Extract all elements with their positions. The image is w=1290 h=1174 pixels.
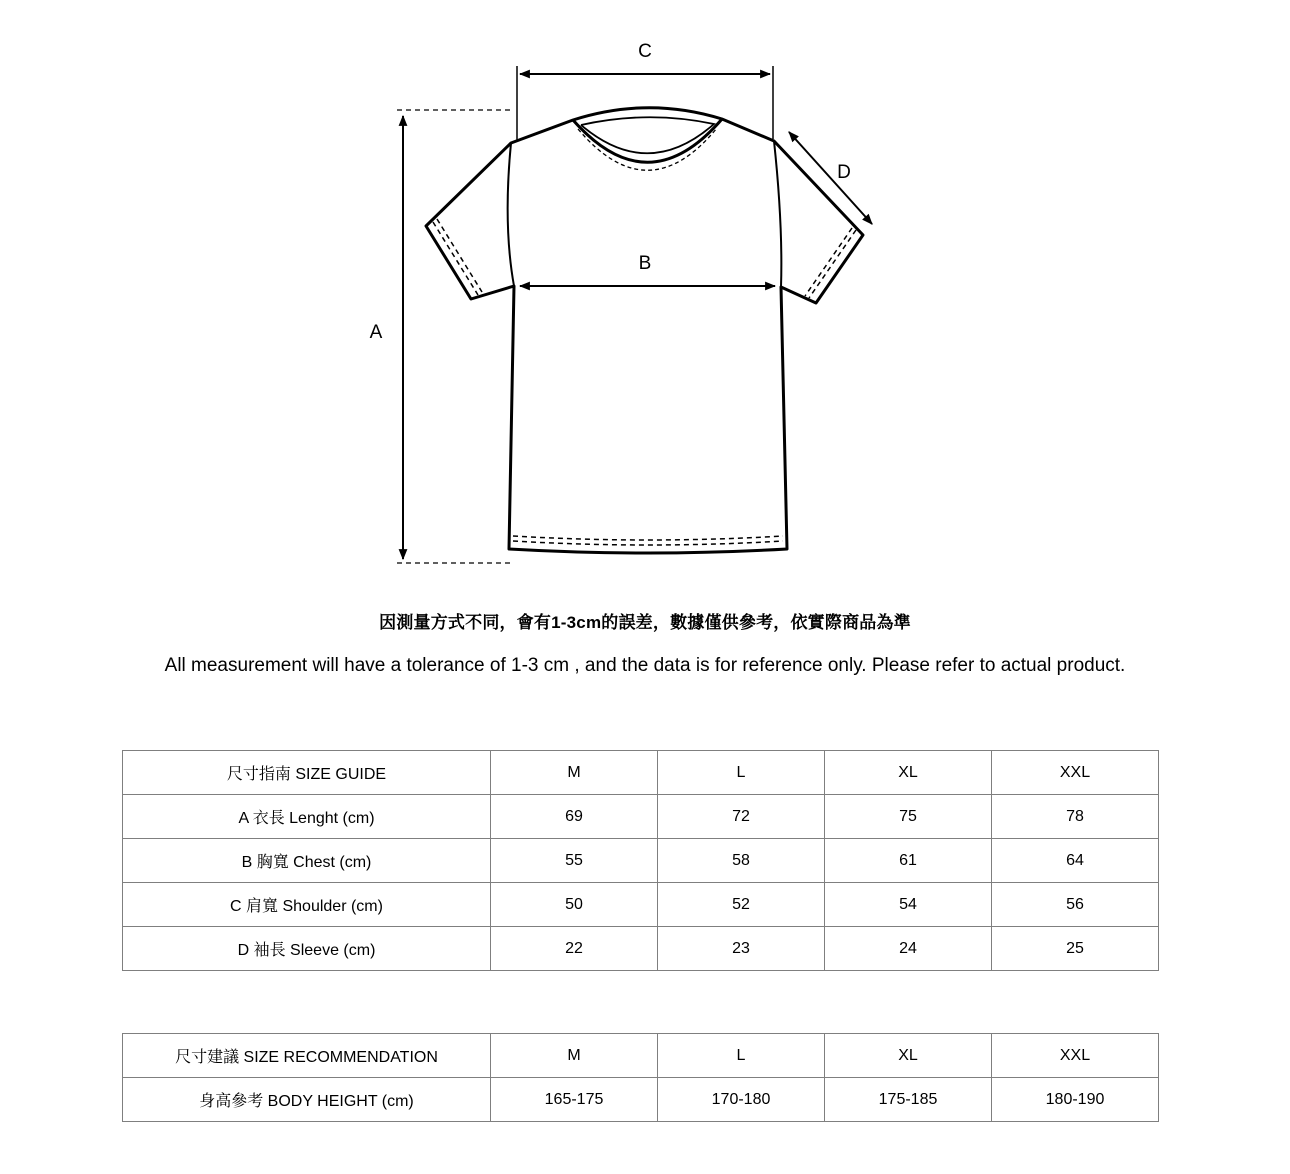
measure-label-a: A [369,322,383,343]
table-cell: 25 [992,927,1159,971]
tshirt-outline [426,108,863,553]
recommendation-header-row [123,1034,1159,1078]
row-label: C 肩寬 Shoulder (cm) [123,883,491,927]
table-cell: 170-180 [658,1078,825,1122]
table-row-length [123,795,1159,839]
table-cell: 72 [658,795,825,839]
table-cell: 50 [491,883,658,927]
table-cell: 22 [491,927,658,971]
size-guide-header-row [123,751,1159,795]
table-cell: 24 [825,927,992,971]
table-cell: 69 [491,795,658,839]
table-cell: 54 [825,883,992,927]
row-label: D 袖長 Sleeve (cm) [123,927,491,971]
table-cell: 52 [658,883,825,927]
table-cell: 55 [491,839,658,883]
size-col-header: XXL [992,751,1159,795]
row-label: 身高參考 BODY HEIGHT (cm) [123,1078,491,1122]
table-row-body-height [123,1078,1159,1122]
tolerance-note-en: All measurement will have a tolerance of 1-3 cm , and the data is for reference only. Please refer to actual product. [164,655,1126,676]
measure-label-c: C [638,41,652,62]
size-col-header: M [491,1034,658,1078]
table-row-sleeve [123,927,1159,971]
table-cell: 64 [992,839,1159,883]
size-col-header: XXL [992,1034,1159,1078]
measure-label-d: D [837,162,851,183]
table-cell: 175-185 [825,1078,992,1122]
table-cell: 56 [992,883,1159,927]
size-col-header: XL [825,751,992,795]
size-col-header: L [658,1034,825,1078]
size-col-header: M [491,751,658,795]
tolerance-note-zh: 因測量方式不同，會有1-3cm的誤差，數據僅供參考，依實際商品為準 [379,613,911,632]
size-col-header: XL [825,1034,992,1078]
table-cell: 61 [825,839,992,883]
table-row-chest [123,839,1159,883]
recommendation-title-cell: 尺寸建議 SIZE RECOMMENDATION [123,1034,491,1078]
table-row-shoulder [123,883,1159,927]
table-cell: 75 [825,795,992,839]
size-recommendation-table [122,1033,1159,1122]
table-cell: 58 [658,839,825,883]
measure-label-b: B [638,253,652,274]
size-col-header: L [658,751,825,795]
table-cell: 180-190 [992,1078,1159,1122]
table-cell: 78 [992,795,1159,839]
row-label: A 衣長 Lenght (cm) [123,795,491,839]
table-cell: 165-175 [491,1078,658,1122]
size-guide-table [122,750,1159,971]
table-cell: 23 [658,927,825,971]
size-guide-title-cell: 尺寸指南 SIZE GUIDE [123,751,491,795]
row-label: B 胸寬 Chest (cm) [123,839,491,883]
